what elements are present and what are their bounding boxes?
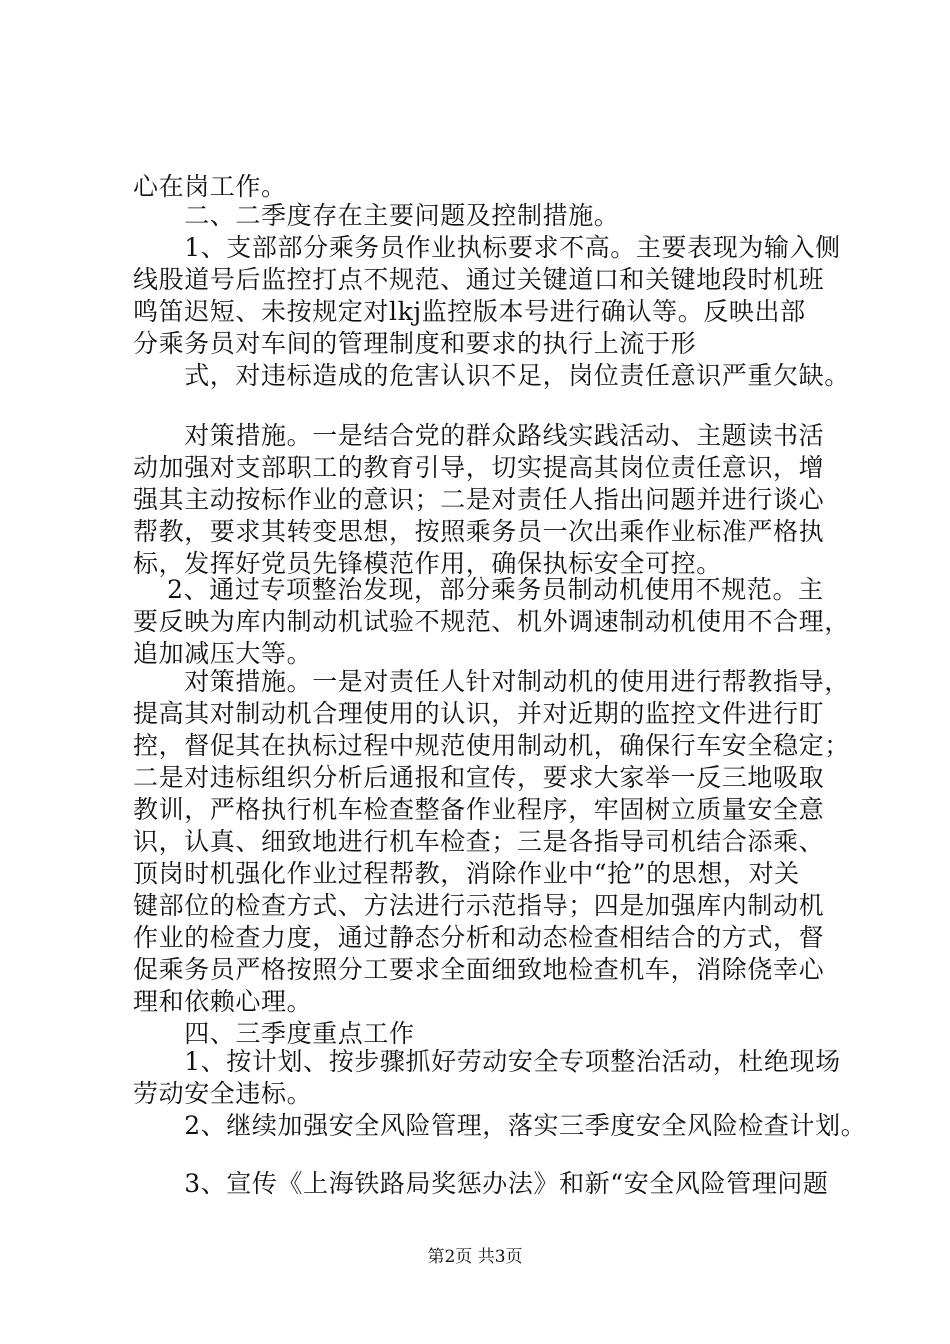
text-line: 帮教，要求其转变思想，按照乘务员一次出乘作业标准严格执 <box>133 517 825 546</box>
text-line: 鸣笛迟短、未按规定对lkj监控版本号进行确认等。反映出部 <box>133 297 806 326</box>
text-line: 动加强对支部职工的教育引导，切实提高其岗位责任意识，增 <box>133 453 825 482</box>
text-line: 键部位的检查方式、方法进行示范指导；四是加强库内制动机 <box>133 891 825 920</box>
text-line: 作业的检查力度，通过静态分析和动态检查相结合的方式，督 <box>133 923 825 952</box>
text-line: 线股道号后监控打点不规范、通过关键道口和关键地段时机班 <box>133 265 825 294</box>
text-line: 二、二季度存在主要问题及控制措施。 <box>133 201 620 230</box>
text-line: 四、三季度重点工作 <box>133 1019 415 1048</box>
text-line: 促乘务员严格按照分工要求全面细致地检查机车，消除侥幸心 <box>133 955 825 984</box>
text-line: 顶岗时机强化作业过程帮教，消除作业中“抢”的思想，对关 <box>133 859 800 888</box>
text-line: 控，督促其在执标过程中规范使用制动机，确保行车安全稳定； <box>133 731 850 760</box>
text-line: 1、按计划、按步骤抓好劳动安全专项整治活动，杜绝现场 <box>133 1047 841 1076</box>
text-line: 劳动安全违标。 <box>133 1079 313 1108</box>
text-line: 式，对违标造成的危害认识不足，岗位责任意识严重欠缺。 <box>133 361 850 390</box>
text-line: 标，发挥好党员先锋模范作用，确保执标安全可控。 <box>133 549 722 578</box>
text-line: 理和依赖心理。 <box>133 987 313 1016</box>
text-line: 要反映为库内制动机试验不规范、机外调速制动机使用不合理， <box>133 607 850 636</box>
text-line: 提高其对制动机合理使用的认识，并对近期的监控文件进行盯 <box>133 699 825 728</box>
text-line: 对策措施。一是对责任人针对制动机的使用进行帮教指导， <box>133 667 850 696</box>
text-line: 对策措施。一是结合党的群众路线实践活动、主题读书活 <box>133 421 825 450</box>
text-line: 识，认真、细致地进行机车检查；三是各指导司机结合添乘、 <box>133 827 825 856</box>
text-line: 3、宣传《上海铁路局奖惩办法》和新“安全风险管理问题 <box>133 1169 829 1198</box>
text-line: 2、通过专项整治发现，部分乘务员制动机使用不规范。主 <box>133 575 824 604</box>
text-line: 二是对违标组织分析后通报和宣传，要求大家举一反三地吸取 <box>133 763 825 792</box>
text-line: 心在岗工作。 <box>133 172 287 201</box>
text-line: 1、支部部分乘务员作业执标要求不高。主要表现为输入侧 <box>133 233 841 262</box>
page-number-footer: 第2页 共3页 <box>427 1247 523 1267</box>
text-line: 强其主动按标作业的意识；二是对责任人指出问题并进行谈心 <box>133 485 825 514</box>
text-line: 教训，严格执行机车检查整备作业程序，牢固树立质量安全意 <box>133 795 825 824</box>
text-line: 分乘务员对车间的管理制度和要求的执行上流于形 <box>133 329 697 358</box>
text-line: 追加减压大等。 <box>133 639 313 668</box>
text-line: 2、继续加强安全风险管理，落实三季度安全风险检查计划。 <box>133 1111 867 1140</box>
